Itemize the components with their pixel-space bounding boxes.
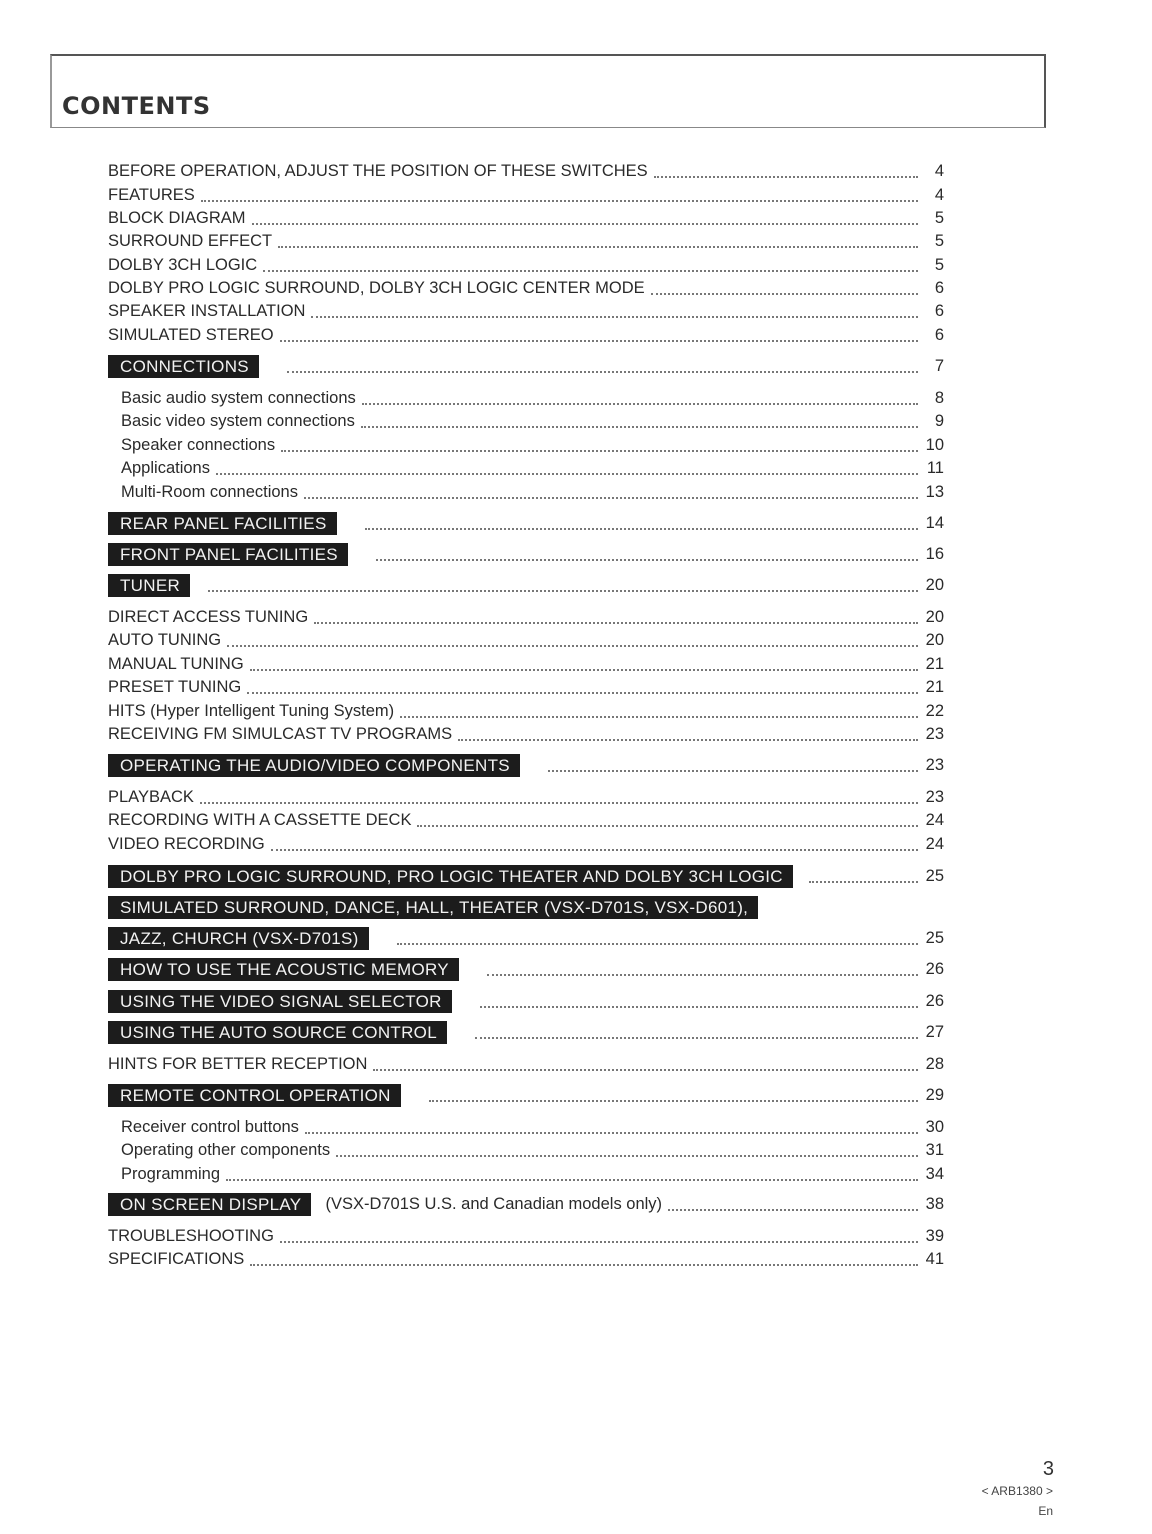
toc-entry-label: RECORDING WITH A CASSETTE DECK (108, 810, 412, 829)
dot-leader (336, 1155, 918, 1157)
toc-entry[interactable] (108, 184, 944, 206)
toc-entry-label: MANUAL TUNING (108, 654, 244, 673)
toc-entry-label: SURROUND EFFECT (108, 231, 273, 250)
toc-entry[interactable] (108, 300, 944, 322)
toc-entry-page: 20 (925, 607, 944, 626)
dot-leader (278, 246, 918, 248)
toc-subentry[interactable] (121, 1139, 944, 1161)
document-code: < ARB1380 > (981, 1484, 1053, 1498)
dot-leader (287, 371, 918, 373)
dot-leader (809, 881, 918, 883)
section-heading: HOW TO USE THE ACOUSTIC MEMORY (108, 958, 459, 981)
toc-entry-page: 20 (925, 630, 944, 649)
toc-entry-page: 21 (925, 677, 944, 696)
dot-leader (668, 1209, 918, 1211)
dot-leader (487, 974, 918, 976)
toc-entry-page: 31 (925, 1140, 944, 1159)
toc-entry-page: 4 (934, 161, 944, 180)
toc-entry-label: Applications (121, 458, 210, 477)
toc-entry-page: 4 (934, 185, 944, 204)
toc-entry-label: Basic video system connections (121, 411, 355, 430)
section-heading: USING THE VIDEO SIGNAL SELECTOR (108, 990, 452, 1013)
section-note: (VSX-D701S U.S. and Canadian models only) (325, 1194, 663, 1213)
toc-subentry[interactable] (121, 457, 944, 479)
toc-entry-page: 5 (934, 255, 944, 274)
toc-entry-page: 25 (925, 928, 944, 947)
toc-section[interactable] (108, 925, 944, 951)
toc-entry-page: 7 (934, 356, 944, 375)
dot-leader (458, 739, 918, 741)
dot-leader (281, 450, 918, 452)
dot-leader (480, 1006, 918, 1008)
toc-entry[interactable] (108, 676, 944, 698)
toc-entry-label: SPECIFICATIONS (108, 1249, 245, 1268)
dot-leader (305, 1132, 918, 1134)
toc-entry-page: 22 (925, 701, 944, 720)
toc-entry-page: 39 (925, 1226, 944, 1245)
toc-subentry[interactable] (121, 1163, 944, 1185)
toc-entry-page: 6 (934, 325, 944, 344)
toc-entry-label: DIRECT ACCESS TUNING (108, 607, 309, 626)
toc-subentry[interactable] (121, 410, 944, 432)
section-heading: JAZZ, CHURCH (VSX-D701S) (108, 927, 369, 950)
dot-leader (361, 426, 918, 428)
dot-leader (376, 559, 918, 561)
dot-leader (362, 403, 918, 405)
toc-entry-page: 23 (925, 755, 944, 774)
toc-entry-page: 8 (934, 388, 944, 407)
toc-section[interactable] (108, 863, 944, 889)
toc-entry-page: 5 (934, 208, 944, 227)
toc-entry-label: HITS (Hyper Intelligent Tuning System) (108, 701, 395, 720)
dot-leader (314, 622, 918, 624)
toc-section[interactable] (108, 988, 944, 1014)
toc-entry[interactable] (108, 606, 944, 628)
toc-entry-label: Multi-Room connections (121, 482, 298, 501)
section-heading: CONNECTIONS (108, 355, 259, 378)
section-heading: ON SCREEN DISPLAY (108, 1193, 311, 1216)
page-title: CONTENTS (62, 92, 211, 120)
toc-entry-page: 6 (934, 278, 944, 297)
toc-entry-label: TROUBLESHOOTING (108, 1226, 274, 1245)
toc-entry[interactable] (108, 160, 944, 182)
dot-leader (429, 1100, 918, 1102)
toc-entry[interactable] (108, 230, 944, 252)
toc-entry-label: DOLBY PRO LOGIC SURROUND, DOLBY 3CH LOGIC CENTER MODE (108, 278, 645, 297)
toc-entry-label: Operating other components (121, 1140, 331, 1159)
toc-entry[interactable] (108, 833, 944, 855)
dot-leader (226, 1179, 918, 1181)
toc-entry-page: 23 (925, 724, 944, 743)
toc-entry-label: FEATURES (108, 185, 195, 204)
toc-entry[interactable] (108, 324, 944, 346)
toc-entry[interactable] (108, 786, 944, 808)
toc-entry-page: 23 (925, 787, 944, 806)
section-heading: DOLBY PRO LOGIC SURROUND, PRO LOGIC THEATER AND DOLBY 3CH LOGIC (108, 865, 793, 888)
toc-entry-page: 30 (925, 1117, 944, 1136)
toc-entry-label: HINTS FOR BETTER RECEPTION (108, 1054, 368, 1073)
section-heading: SIMULATED SURROUND, DANCE, HALL, THEATER (VSX-D701S, VSX-D601), (108, 896, 758, 919)
toc-entry-page: 10 (925, 435, 944, 454)
toc-entry-page: 21 (925, 654, 944, 673)
dot-leader (651, 293, 918, 295)
dot-leader (252, 223, 918, 225)
dot-leader (280, 340, 918, 342)
toc-entry-label: Basic audio system connections (121, 388, 356, 407)
dot-leader (400, 716, 918, 718)
section-heading: REMOTE CONTROL OPERATION (108, 1084, 401, 1107)
toc-entry[interactable] (108, 1225, 944, 1247)
toc-section[interactable] (108, 1082, 944, 1108)
section-heading: OPERATING THE AUDIO/VIDEO COMPONENTS (108, 754, 520, 777)
toc-entry[interactable] (108, 254, 944, 276)
toc-entry-page: 28 (925, 1054, 944, 1073)
toc-section[interactable] (108, 541, 944, 567)
toc-entry-label: Receiver control buttons (121, 1117, 299, 1136)
toc-section[interactable] (108, 353, 944, 379)
dot-leader (263, 270, 918, 272)
toc-section[interactable] (108, 894, 944, 920)
toc-entry-page: 11 (926, 458, 944, 477)
toc-entry-page: 29 (925, 1085, 944, 1104)
toc-entry-label: BLOCK DIAGRAM (108, 208, 246, 227)
toc-subentry[interactable] (121, 387, 944, 409)
dot-leader (397, 943, 918, 945)
toc-entry-page: 41 (925, 1249, 944, 1268)
dot-leader (250, 1264, 918, 1266)
toc-entry[interactable] (108, 723, 944, 745)
dot-leader (654, 176, 918, 178)
dot-leader (247, 692, 918, 694)
toc-entry-page: 27 (925, 1022, 944, 1041)
toc-entry[interactable] (108, 1248, 944, 1270)
toc-entry-page: 14 (925, 513, 944, 532)
dot-leader (311, 316, 918, 318)
toc-section[interactable] (108, 956, 944, 982)
toc-section[interactable] (108, 1191, 944, 1217)
toc-entry-page: 16 (925, 544, 944, 563)
toc-entry-page: 9 (934, 411, 944, 430)
dot-leader (365, 528, 918, 530)
dot-leader (200, 802, 918, 804)
toc-entry-label: VIDEO RECORDING (108, 834, 265, 853)
toc-entry-label: Programming (121, 1164, 221, 1183)
toc-entry-label: SPEAKER INSTALLATION (108, 301, 306, 320)
toc-section[interactable] (108, 752, 944, 778)
toc-section[interactable] (108, 510, 944, 536)
toc-entry-page: 6 (934, 301, 944, 320)
section-heading: USING THE AUTO SOURCE CONTROL (108, 1021, 447, 1044)
dot-leader (216, 473, 918, 475)
dot-leader (280, 1241, 918, 1243)
toc-entry-label: DOLBY 3CH LOGIC (108, 255, 258, 274)
toc-entry-label: AUTO TUNING (108, 630, 222, 649)
toc-subentry[interactable] (121, 481, 944, 503)
dot-leader (417, 825, 918, 827)
toc-entry-page: 24 (925, 810, 944, 829)
toc-entry[interactable] (108, 277, 944, 299)
dot-leader (373, 1069, 918, 1071)
section-heading: REAR PANEL FACILITIES (108, 512, 337, 535)
dot-leader (208, 590, 918, 592)
toc-entry-label: SIMULATED STEREO (108, 325, 274, 344)
toc-entry[interactable] (108, 653, 944, 675)
dot-leader (250, 669, 918, 671)
toc-section[interactable] (108, 572, 944, 598)
toc-entry[interactable] (108, 1053, 944, 1075)
toc-entry-label: BEFORE OPERATION, ADJUST THE POSITION OF THESE SWITCHES (108, 161, 648, 180)
toc-entry-page: 26 (925, 991, 944, 1010)
toc-entry-page: 5 (934, 231, 944, 250)
dot-leader (227, 645, 918, 647)
toc-entry[interactable] (108, 207, 944, 229)
toc-entry-page: 38 (925, 1194, 944, 1213)
toc-entry-page: 25 (925, 866, 944, 885)
dot-leader (271, 849, 918, 851)
dot-leader (304, 497, 918, 499)
toc-section[interactable] (108, 1019, 944, 1045)
language-code: En (1038, 1504, 1053, 1518)
dot-leader (548, 770, 918, 772)
toc-entry-label: PRESET TUNING (108, 677, 242, 696)
toc-entry[interactable] (108, 629, 944, 651)
toc-entry-label: RECEIVING FM SIMULCAST TV PROGRAMS (108, 724, 453, 743)
section-heading: FRONT PANEL FACILITIES (108, 543, 348, 566)
toc-entry-label: PLAYBACK (108, 787, 194, 806)
toc-entry-page: 13 (925, 482, 944, 501)
dot-leader (201, 200, 918, 202)
page-number: 3 (1042, 1458, 1054, 1480)
toc-entry-label: Speaker connections (121, 435, 276, 454)
toc-subentry[interactable] (121, 434, 944, 456)
toc-entry-page: 26 (925, 959, 944, 978)
toc-entry-page: 24 (925, 834, 944, 853)
toc-entry-page: 20 (925, 575, 944, 594)
toc-entry-page: 34 (925, 1164, 944, 1183)
toc-subentry[interactable] (121, 1116, 944, 1138)
toc-entry[interactable] (108, 700, 944, 722)
dot-leader (475, 1037, 918, 1039)
toc-entry[interactable] (108, 809, 944, 831)
section-heading: TUNER (108, 574, 190, 597)
